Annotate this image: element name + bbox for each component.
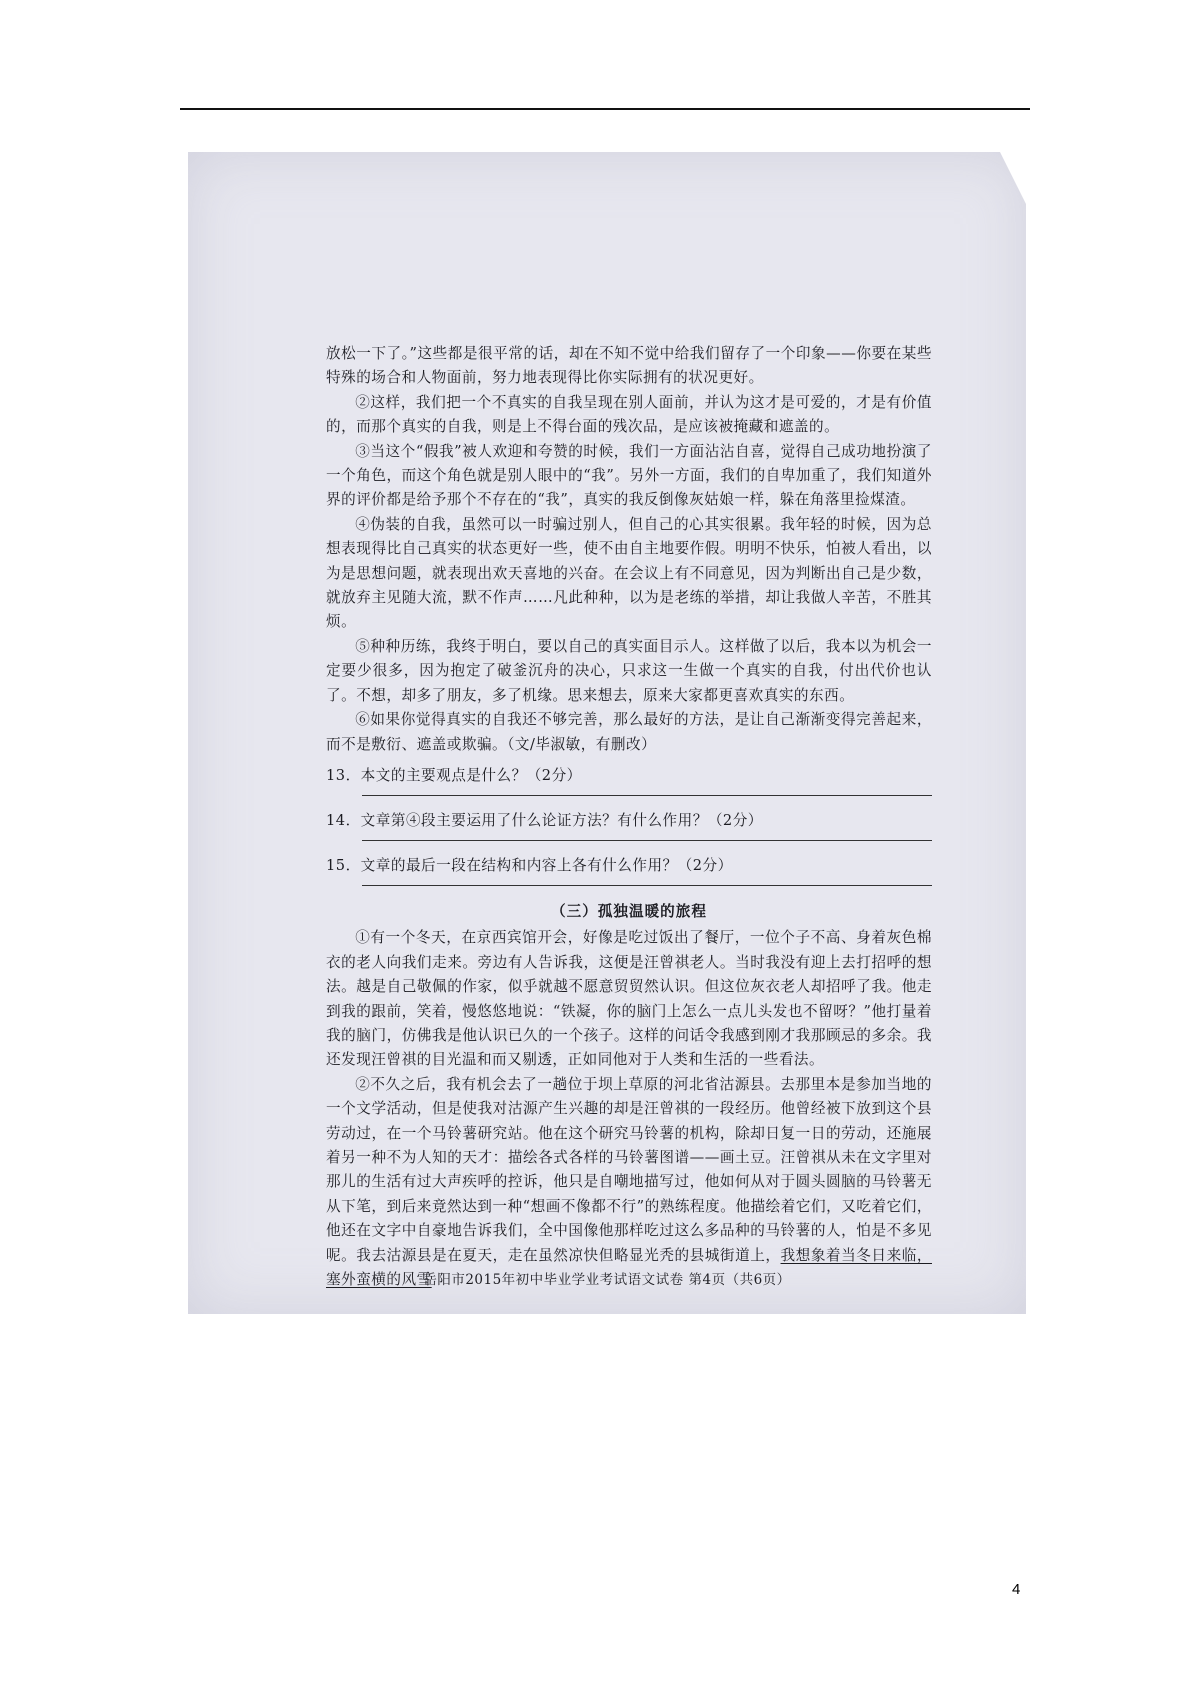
question-14-text: 14．文章第④段主要运用了什么论证方法？有什么作用？（2分） — [326, 811, 763, 829]
page-number: 4 — [1012, 1581, 1021, 1598]
answer-line-14[interactable] — [362, 840, 932, 841]
paragraph-2: ②这样，我们把一个不真实的自我呈现在别人面前，并认为这才是可爱的，才是有价值的，而那个真实的自我，则是上不得台面的残次品，是应该被掩藏和遮盖的。 — [326, 393, 932, 436]
paragraph-4: ④伪装的自我，虽然可以一时骗过别人，但自己的心其实很累。我年轻的时候，因为总想表现得比自己真实的状态更好一些，使不由自主地要作假。明明不快乐，怕被人看出，以为是思想问题，就表现出欢天喜地的兴奋。在会议上有不同意见，因为判断出自己是少数，就放弃主见随大流，默不作声……凡此种种，以为是老练的举措，却让我做人辛苦，不胜其烦。 — [326, 515, 932, 631]
paragraph-3: ③当这个“假我”被人欢迎和夸赞的时候，我们一方面沾沾自喜，觉得自己成功地扮演了一个角色，而这个角色就是别人眼中的“我”。另外一方面，我们的自卑加重了，我们知道外界的评价都是给予那个不存在的“我”，真实的我反倒像灰姑娘一样，躲在角落里捡煤渣。 — [326, 442, 932, 509]
question-15-text: 15．文章的最后一段在结构和内容上各有什么作用？（2分） — [326, 856, 733, 874]
section3-paragraph-2 — [326, 1073, 932, 1293]
exam-footer: 岳阳市2015年初中毕业学业考试语文试卷 第4页（共6页） — [423, 1272, 791, 1288]
paragraph-5: ⑤种种历练，我终于明白，要以自己的真实面目示人。这样做了以后，我本以为机会一定要少很多，因为抱定了破釜沉舟的决心，只求这一生做一个真实的自我，付出代价也认了。不想，却多了朋友，多了机缘。思来想去，原来大家都更喜欢真实的东西。 — [326, 637, 932, 704]
header-rule — [180, 108, 1030, 110]
question-15 — [326, 855, 932, 886]
paragraph-continued: 放松一下了。”这些都是很平常的话，却在不知不觉中给我们留存了一个印象——你要在某些特殊的场合和人物面前，努力地表现得比你实际拥有的状况更好。 — [326, 345, 932, 387]
scanned-exam-page — [188, 152, 1026, 1314]
section3-paragraph-2-text: ②不久之后，我有机会去了一趟位于坝上草原的河北省沽源县。去那里本是参加当地的一个文学活动，但是使我对沽源产生兴趣的却是汪曾祺的一段经历。他曾经被下放到这个县劳动过，在一个马铃薯研究站。他在这个研究马铃薯的机构，除却日复一日的劳动，还施展着另一种不为人知的天才：描绘各式各样的马铃薯图谱——画土豆。汪曾祺从未在文字里对那儿的生活有过大声疾呼的控诉，他只是自嘲地描写过，他如何从对于圆头圆脑的马铃薯无从下笔，到后来竟然达到一种“想画不像都不行”的熟练程度。他描绘着它们，又吃着它们，他还在文字中自豪地告诉我们，全中国像他那样吃过这么多品种的马铃薯的人，怕是不多见呢。我去沽源县是在夏天，走在虽然凉快但略显光秃的县城街道上， — [326, 1075, 932, 1264]
section3-paragraph-1: ①有一个冬天，在京西宾馆开会，好像是吃过饭出了餐厅，一位个子不高、身着灰色棉衣的老人向我们走来。旁边有人告诉我，这便是汪曾祺老人。当时我没有迎上去打招呼的想法。越是自己敬佩的作家，似乎就越不愿意贸贸然认识。但这位灰衣老人却招呼了我。他走到我的跟前，笑着，慢悠悠地说：“铁凝，你的脑门上怎么一点儿头发也不留呀？”他打量着我的脑门，仿佛我是他认识已久的一个孩子。这样的问话令我感到刚才我那顾忌的多余。我还发现汪曾祺的目光温和而又剔透，正如同他对于人类和生活的一些看法。 — [326, 929, 932, 1069]
answer-line-13[interactable] — [362, 795, 932, 796]
answer-line-15[interactable] — [362, 885, 932, 886]
question-13 — [326, 765, 932, 796]
question-13-text: 13．本文的主要观点是什么？（2分） — [326, 766, 582, 784]
paragraph-6: ⑥如果你觉得真实的自我还不够完善，那么最好的方法，是让自己渐渐变得完善起来，而不是敷衍、遮盖或欺骗。（文/毕淑敏，有删改） — [326, 711, 932, 753]
section-title: （三）孤独温暖的旅程 — [551, 902, 707, 920]
question-14 — [326, 810, 932, 841]
exam-content — [326, 342, 932, 1292]
underlined-sentence: 我想象着当冬日来临，塞外蛮横的风雪 — [326, 1246, 932, 1288]
scan-torn-corner — [1000, 152, 1026, 204]
